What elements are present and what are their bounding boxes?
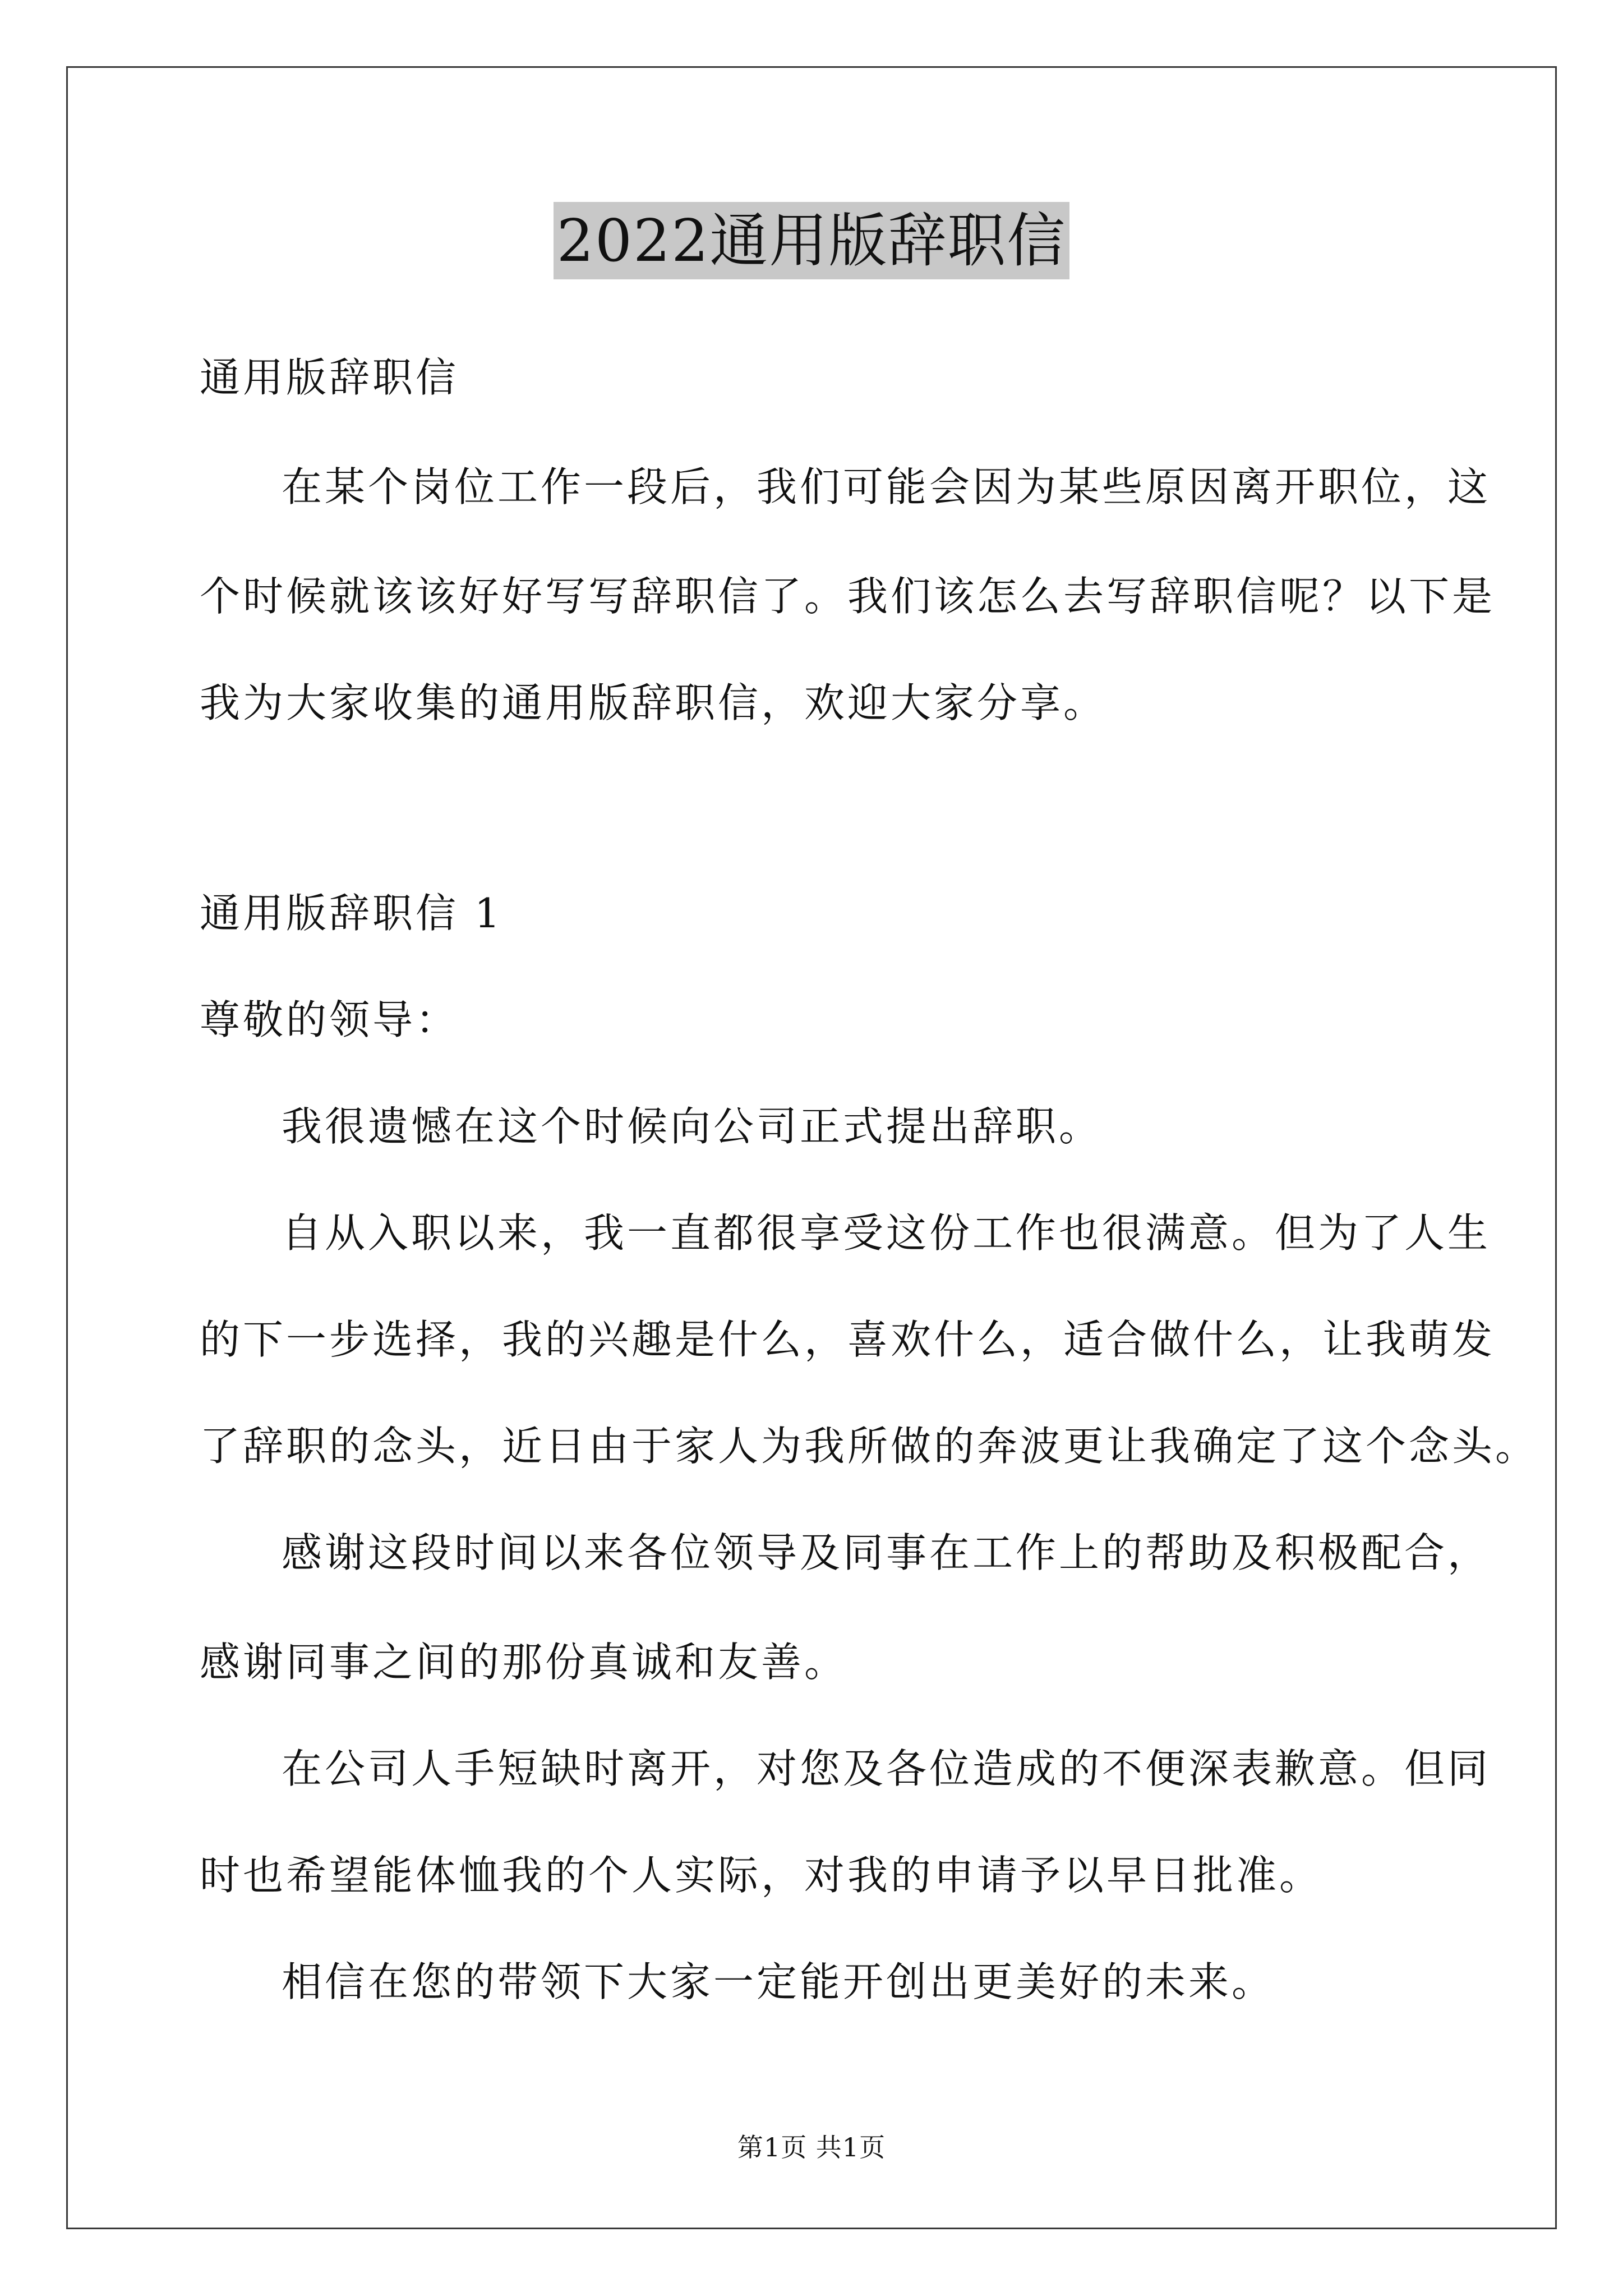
body-line-6: 感谢同事之间的那份真诚和友善。 [200, 1639, 848, 1686]
body-line-7: 在公司人手短缺时离开，对您及各位造成的不便深表歉意。但同 [282, 1745, 1491, 1792]
body-line-4: 了辞职的念头，近日由于家人为我所做的奔波更让我确定了这个念头。 [200, 1423, 1539, 1470]
body-line-2: 自从入职以来，我一直都很享受这份工作也很满意。但为了人生 [282, 1209, 1491, 1257]
body-line-1: 我很遗憾在这个时候向公司正式提出辞职。 [282, 1103, 1103, 1150]
intro-line-2: 个时候就该该好好写写辞职信了。我们该怎么去写辞职信呢？以下是 [200, 573, 1496, 620]
body-line-3: 的下一步选择，我的兴趣是什么，喜欢什么，适合做什么，让我萌发 [200, 1316, 1496, 1363]
title-container [0, 202, 1623, 279]
body-line-5: 感谢这段时间以来各位领导及同事在工作上的帮助及积极配合， [282, 1529, 1491, 1576]
salutation: 尊敬的领导： [200, 996, 459, 1043]
subtitle: 通用版辞职信 [200, 354, 459, 401]
section-heading: 通用版辞职信 1 [200, 890, 503, 937]
body-line-8: 时也希望能体恤我的个人实际，对我的申请予以早日批准。 [200, 1852, 1323, 1899]
document-title: 2022通用版辞职信 [554, 202, 1070, 279]
intro-line-3: 我为大家收集的通用版辞职信，欢迎大家分享。 [200, 679, 1107, 726]
page-footer: 第1页 共1页 [737, 2132, 886, 2162]
body-line-9: 相信在您的带领下大家一定能开创出更美好的未来。 [282, 1958, 1275, 2005]
intro-line-1: 在某个岗位工作一段后，我们可能会因为某些原因离开职位，这 [282, 463, 1491, 510]
